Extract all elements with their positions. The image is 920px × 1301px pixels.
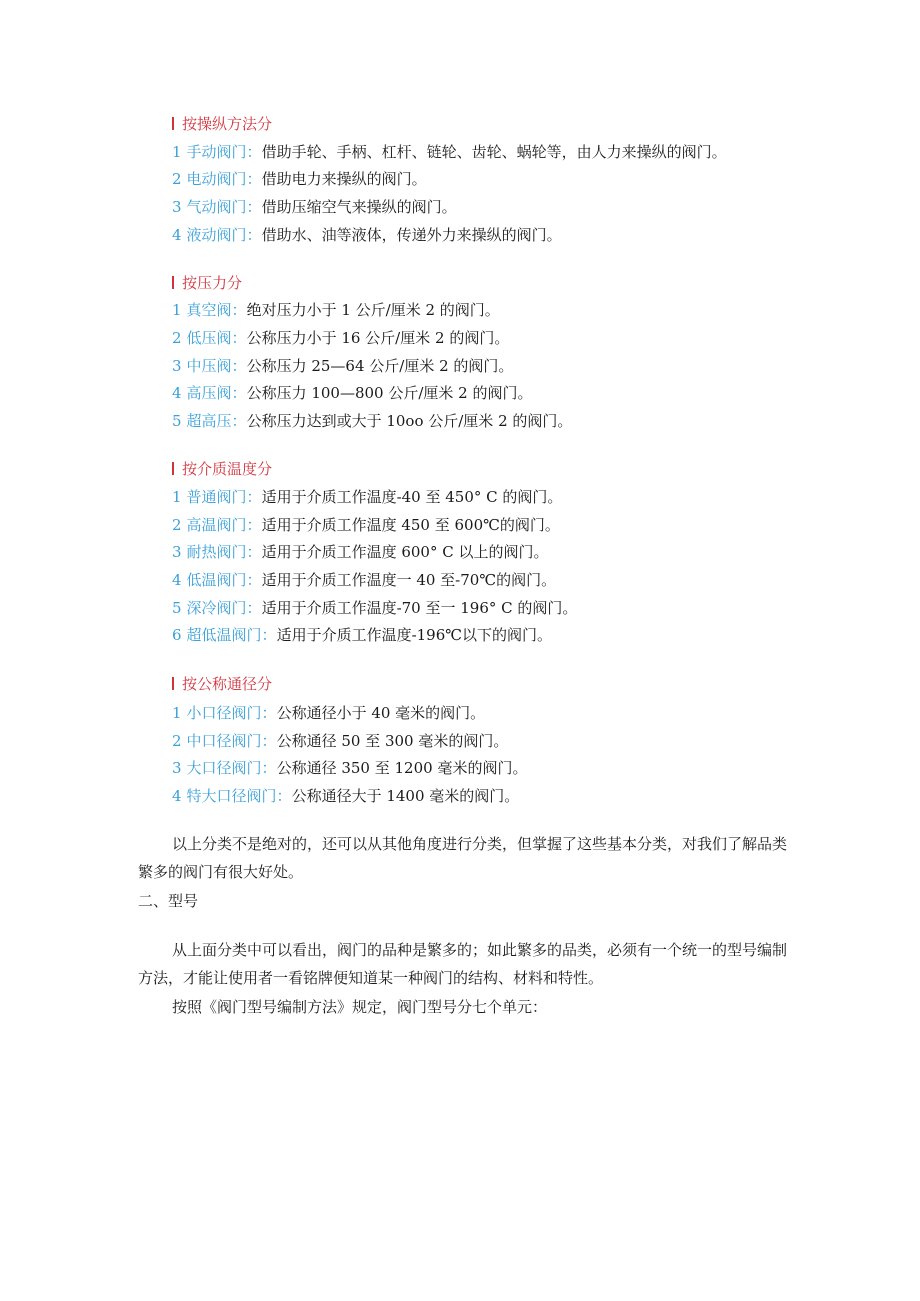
item-label: 高温阀门： — [186, 516, 262, 534]
list-item — [172, 196, 457, 218]
item-label: 手动阀门： — [186, 143, 262, 161]
section-title — [172, 113, 272, 135]
item-label: 小口径阀门： — [186, 704, 277, 722]
item-number: 1 — [172, 301, 182, 319]
item-number: 3 — [172, 543, 182, 561]
item-number: 4 — [172, 787, 182, 805]
item-label: 低温阀门： — [186, 571, 262, 589]
item-number: 4 — [172, 571, 182, 589]
list-item — [172, 541, 548, 563]
item-text: 公称压力 25—64 公斤/厘米 2 的阀门。 — [246, 357, 514, 375]
item-number: 1 — [172, 143, 182, 161]
item-text: 公称通径 350 至 1200 毫米的阀门。 — [276, 759, 528, 777]
item-label: 真空阀： — [186, 301, 247, 319]
item-text: 适用于介质工作温度-196℃以下的阀门。 — [276, 626, 553, 644]
item-text: 适用于介质工作温度一 40 至-70℃的阀门。 — [261, 571, 557, 589]
item-label: 中压阀： — [186, 357, 247, 375]
item-text: 适用于介质工作温度-40 至 450° C 的阀门。 — [261, 488, 563, 506]
list-item — [172, 624, 552, 646]
list-item — [172, 299, 500, 321]
item-number: 5 — [172, 599, 182, 617]
item-label: 低压阀： — [186, 329, 247, 347]
list-item — [172, 141, 727, 163]
section-title — [172, 673, 272, 695]
item-text: 借助电力来操纵的阀门。 — [261, 170, 427, 188]
item-number: 2 — [172, 516, 182, 534]
item-number: 4 — [172, 384, 182, 402]
item-label: 普通阀门： — [186, 488, 262, 506]
item-text: 借助手轮、手柄、杠杆、链轮、齿轮、蜗轮等，由人力来操纵的阀门。 — [261, 143, 727, 161]
item-label: 气动阀门： — [186, 198, 262, 216]
item-text: 借助水、油等液体，传递外力来操纵的阀门。 — [261, 226, 562, 244]
list-item — [172, 730, 508, 752]
item-text: 适用于介质工作温度 450 至 600℃的阀门。 — [261, 516, 560, 534]
section-marker-bar — [172, 117, 174, 130]
item-label: 大口径阀门： — [186, 759, 277, 777]
section-title — [172, 272, 242, 294]
summary-paragraph — [138, 830, 788, 886]
list-item — [172, 785, 519, 807]
item-text: 公称压力达到或大于 10oo 公斤/厘米 2 的阀门。 — [246, 412, 573, 430]
paragraph-text: 按照《阀门型号编制方法》规定，阀门型号分七个单元： — [172, 998, 548, 1016]
item-label: 超低温阀门： — [186, 626, 277, 644]
section-title — [172, 458, 272, 480]
item-label: 液动阀门： — [186, 226, 262, 244]
section-marker-bar — [172, 462, 174, 475]
section-marker-bar — [172, 276, 174, 289]
list-item — [172, 514, 560, 536]
item-label: 超高压： — [186, 412, 247, 430]
list-item — [172, 168, 427, 190]
section-title-text: 按操纵方法分 — [182, 115, 273, 133]
list-item — [172, 355, 513, 377]
item-label: 中口径阀门： — [186, 732, 277, 750]
chapter-heading: 二、型号 — [138, 892, 199, 910]
item-text: 公称通径小于 40 毫米的阀门。 — [276, 704, 486, 722]
item-text: 绝对压力小于 1 公斤/厘米 2 的阀门。 — [246, 301, 500, 319]
list-item — [172, 382, 533, 404]
item-text: 公称通径大于 1400 毫米的阀门。 — [291, 787, 520, 805]
item-label: 特大口径阀门： — [186, 787, 292, 805]
item-number: 2 — [172, 329, 182, 347]
body-paragraph — [138, 993, 788, 1021]
item-number: 3 — [172, 759, 182, 777]
list-item — [172, 597, 577, 619]
item-label: 耐热阀门： — [186, 543, 262, 561]
item-number: 5 — [172, 412, 182, 430]
item-text: 适用于介质工作温度 600° C 以上的阀门。 — [261, 543, 549, 561]
item-text: 适用于介质工作温度-70 至一 196° C 的阀门。 — [261, 599, 578, 617]
list-item — [172, 224, 562, 246]
item-number: 3 — [172, 357, 182, 375]
list-item — [172, 702, 485, 724]
item-number: 2 — [172, 732, 182, 750]
item-text: 公称压力小于 16 公斤/厘米 2 的阀门。 — [246, 329, 510, 347]
item-text: 公称通径 50 至 300 毫米的阀门。 — [276, 732, 509, 750]
paragraph-text: 从上面分类中可以看出，阀门的品种是繁多的；如此繁多的品类，必须有一个统一的型号编制方法，才能让使用者一看铭牌便知道某一种阀门的结构、材料和特性。 — [138, 941, 788, 987]
list-item — [172, 327, 509, 349]
item-number: 1 — [172, 488, 182, 506]
item-label: 高压阀： — [186, 384, 247, 402]
summary-text: 以上分类不是绝对的，还可以从其他角度进行分类，但掌握了这些基本分类，对我们了解品类繁多的阀门有很大好处。 — [138, 835, 788, 881]
item-number: 6 — [172, 626, 182, 644]
item-text: 借助压缩空气来操纵的阀门。 — [261, 198, 457, 216]
item-number: 3 — [172, 198, 182, 216]
list-item — [172, 410, 572, 432]
section-title-text: 按公称通径分 — [182, 675, 273, 693]
body-paragraph — [138, 936, 788, 992]
item-label: 深冷阀门： — [186, 599, 262, 617]
list-item — [172, 569, 556, 591]
section-title-text: 按介质温度分 — [182, 460, 273, 478]
list-item — [172, 486, 562, 508]
item-number: 2 — [172, 170, 182, 188]
item-number: 4 — [172, 226, 182, 244]
item-label: 电动阀门： — [186, 170, 262, 188]
item-text: 公称压力 100—800 公斤/厘米 2 的阀门。 — [246, 384, 533, 402]
section-marker-bar — [172, 677, 174, 690]
item-number: 1 — [172, 704, 182, 722]
list-item — [172, 757, 527, 779]
section-title-text: 按压力分 — [182, 274, 243, 292]
